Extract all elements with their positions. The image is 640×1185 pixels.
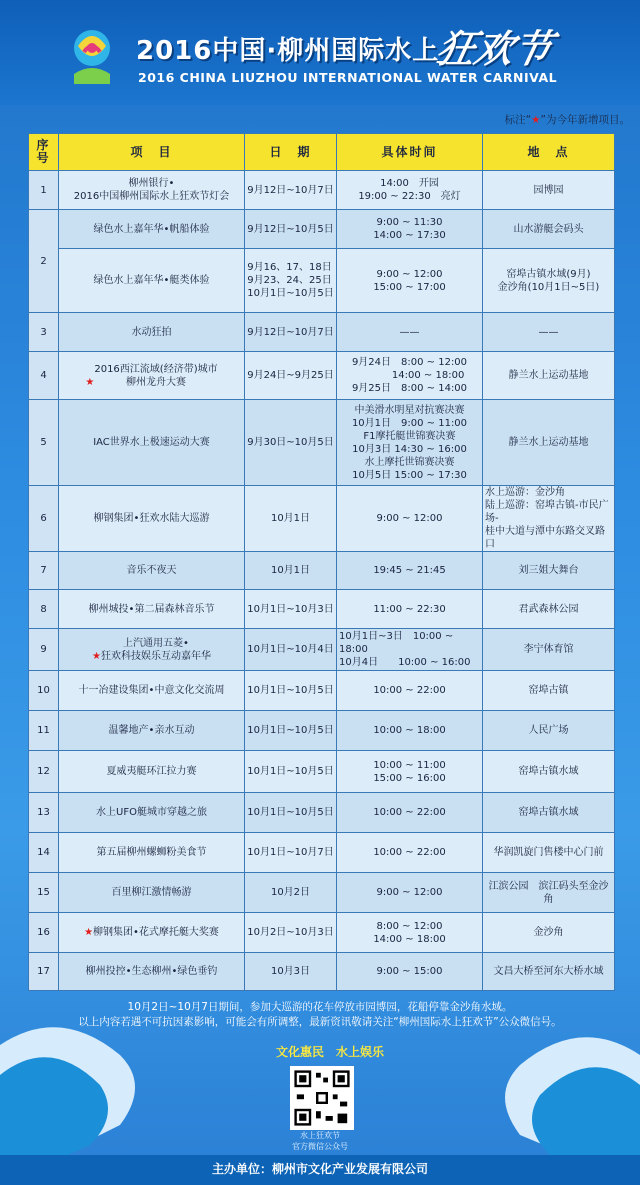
row-number: 5 [29, 400, 59, 486]
time-cell: 14:00 开园 19:00 ~ 22:30 亮灯 [337, 171, 483, 210]
project-cell: 绿色水上嘉年华•艇类体验 [59, 249, 245, 313]
project-cell: 百里柳江激情畅游 [59, 873, 245, 913]
star-icon: ★ [85, 376, 95, 388]
date-cell: 9月16、17、18日 9月23、24、25日 10月1日~10月5日 [245, 249, 337, 313]
project-cell: 绿色水上嘉年华•帆船体验 [59, 210, 245, 249]
time-cell: —— [337, 313, 483, 352]
time-cell: 9:00 ~ 12:00 [337, 486, 483, 552]
time-cell: 9:00 ~ 11:30 14:00 ~ 17:30 [337, 210, 483, 249]
row-number: 14 [29, 833, 59, 873]
project-cell: 水动狂拍 [59, 313, 245, 352]
legend-note: 标注“★”为今年新增项目。 [504, 114, 630, 126]
place-cell: 江滨公园 滨江码头至金沙角 [483, 873, 615, 913]
table-row [29, 751, 615, 793]
table-row [29, 352, 615, 400]
col-header-project: 项 目 [59, 134, 245, 171]
time-cell: 10:00 ~ 18:00 [337, 711, 483, 751]
time-cell: 10月1日~3日 10:00 ~ 18:00 10月4日 10:00 ~ 16:00 [337, 629, 483, 671]
table-row [29, 400, 615, 486]
time-cell: 9:00 ~ 15:00 [337, 953, 483, 991]
table-row [29, 833, 615, 873]
date-cell: 10月1日~10月5日 [245, 711, 337, 751]
organizer: 主办单位：柳州市文化产业发展有限公司 [211, 1162, 428, 1176]
row-number: 8 [29, 590, 59, 629]
date-cell: 10月1日~10月5日 [245, 751, 337, 793]
time-cell: 19:45 ~ 21:45 [337, 552, 483, 590]
star-icon: ★ [92, 650, 101, 662]
col-header-num: 序号 [29, 134, 59, 171]
project-cell: ★柳钢集团•花式摩托艇大奖赛 [59, 913, 245, 953]
place-cell: 静兰水上运动基地 [483, 352, 615, 400]
table-row [29, 873, 615, 913]
carnival-logo [64, 22, 120, 90]
time-cell: 10:00 ~ 22:00 [337, 793, 483, 833]
date-cell: 10月2日~10月3日 [245, 913, 337, 953]
table-row [29, 913, 615, 953]
date-cell: 9月12日~10月5日 [245, 210, 337, 249]
project-cell: ★上汽通用五菱• 狂欢科技娱乐互动嘉年华 [59, 629, 245, 671]
place-cell: 窑埠古镇 [483, 671, 615, 711]
place-cell: 人民广场 [483, 711, 615, 751]
row-number: 15 [29, 873, 59, 913]
row-number: 6 [29, 486, 59, 552]
project-cell: 柳州银行• 2016中国柳州国际水上狂欢节灯会 [59, 171, 245, 210]
place-cell: 文昌大桥至河东大桥水域 [483, 953, 615, 991]
schedule-table [28, 133, 615, 991]
date-cell: 10月1日~10月3日 [245, 590, 337, 629]
star-icon: ★ [531, 114, 541, 126]
time-cell: 10:00 ~ 11:00 15:00 ~ 16:00 [337, 751, 483, 793]
date-cell: 9月24日~9月25日 [245, 352, 337, 400]
row-number: 7 [29, 552, 59, 590]
time-cell: 11:00 ~ 22:30 [337, 590, 483, 629]
col-header-date: 日 期 [245, 134, 337, 171]
row-number: 13 [29, 793, 59, 833]
row-number: 10 [29, 671, 59, 711]
table-row [29, 552, 615, 590]
header [0, 0, 640, 105]
date-cell: 10月1日 [245, 552, 337, 590]
date-cell: 10月2日 [245, 873, 337, 913]
row-number: 3 [29, 313, 59, 352]
table-row [29, 590, 615, 629]
star-icon: ★ [84, 927, 94, 938]
title-script: 狂欢节 [432, 27, 556, 71]
col-header-time: 具体时间 [337, 134, 483, 171]
place-cell: 李宁体育馆 [483, 629, 615, 671]
table-row [29, 249, 615, 313]
place-cell: 静兰水上运动基地 [483, 400, 615, 486]
row-number: 1 [29, 171, 59, 210]
place-cell: 刘三姐大舞台 [483, 552, 615, 590]
date-cell: 10月1日~10月5日 [245, 793, 337, 833]
row-number: 2 [29, 210, 59, 313]
date-cell: 10月1日~10月5日 [245, 671, 337, 711]
project-cell: 第五届柳州螺蛳粉美食节 [59, 833, 245, 873]
qr-caption: 水上狂欢节 官方微信公众号 [292, 1131, 348, 1151]
date-cell: 10月1日 [245, 486, 337, 552]
time-cell: 9:00 ~ 12:00 [337, 873, 483, 913]
project-cell: ★2016西江流域(经济带)城市 柳州龙舟大赛 [59, 352, 245, 400]
table-row [29, 671, 615, 711]
time-cell: 9月24日 8:00 ~ 12:00 14:00 ~ 18:00 9月25日 8:00 ~ 14:00 [337, 352, 483, 400]
place-cell: 华润凯旋门售楼中心门前 [483, 833, 615, 873]
table-row [29, 486, 615, 552]
project-cell: 柳钢集团•狂欢水陆大巡游 [59, 486, 245, 552]
place-cell: 园博园 [483, 171, 615, 210]
date-cell: 10月1日~10月7日 [245, 833, 337, 873]
col-header-place: 地 点 [483, 134, 615, 171]
date-cell: 9月12日~10月7日 [245, 171, 337, 210]
table-row [29, 793, 615, 833]
footer-note: 10月2日~10月7日期间，参加大巡游的花车停放市园博园，花船停靠金沙角水域。 以上内容若遇不可抗因素影响，可能会有所调整，最新资讯敬请关注“柳州国际水上狂欢节”公众微信号。 [78, 1001, 562, 1028]
table-header [29, 134, 615, 171]
table-row [29, 210, 615, 249]
project-cell: 音乐不夜天 [59, 552, 245, 590]
project-cell: 柳州投控•生态柳州•绿色垂钓 [59, 953, 245, 991]
table-row [29, 711, 615, 751]
table-row [29, 313, 615, 352]
slogan: 文化惠民 水上娱乐 [275, 1045, 384, 1059]
row-number: 11 [29, 711, 59, 751]
time-cell: 8:00 ~ 12:00 14:00 ~ 18:00 [337, 913, 483, 953]
title-en: 2016 CHINA LIUZHOU INTERNATIONAL WATER CARNIVAL [138, 70, 558, 85]
project-cell: 水上UFO艇城市穿越之旅 [59, 793, 245, 833]
project-cell: 十一冶建设集团•中意文化交流周 [59, 671, 245, 711]
date-cell: 9月30日~10月5日 [245, 400, 337, 486]
date-cell: 10月3日 [245, 953, 337, 991]
row-number: 16 [29, 913, 59, 953]
table-row [29, 171, 615, 210]
place-cell: 窑埠古镇水域 [483, 793, 615, 833]
project-cell: 夏威夷艇环江拉力赛 [59, 751, 245, 793]
project-cell: 柳州城投•第二届森林音乐节 [59, 590, 245, 629]
row-number: 12 [29, 751, 59, 793]
place-cell: 山水游艇会码头 [483, 210, 615, 249]
project-cell: 温馨地产•亲水互动 [59, 711, 245, 751]
place-cell: 金沙角 [483, 913, 615, 953]
place-cell: 君武森林公园 [483, 590, 615, 629]
time-cell: 9:00 ~ 12:00 15:00 ~ 17:00 [337, 249, 483, 313]
time-cell: 10:00 ~ 22:00 [337, 671, 483, 711]
table-row [29, 629, 615, 671]
date-cell: 10月1日~10月4日 [245, 629, 337, 671]
title-cn: 2016中国·柳州国际水上 [136, 36, 440, 66]
qr-code-icon[interactable] [290, 1066, 354, 1130]
place-cell: 窑埠古镇水域(9月) 金沙角(10月1日~5日) [483, 249, 615, 313]
date-cell: 9月12日~10月7日 [245, 313, 337, 352]
row-number: 9 [29, 629, 59, 671]
time-cell: 中美滑水明星对抗赛决赛 10月1日 9:00 ~ 11:00 F1摩托艇世锦赛决赛 10月3日 14:30 ~ 16:00 水上摩托世锦赛决赛 10月5日 15:00 ~ 17:30 [337, 400, 483, 486]
place-cell: 窑埠古镇水域 [483, 751, 615, 793]
time-cell: 10:00 ~ 22:00 [337, 833, 483, 873]
place-cell: —— [483, 313, 615, 352]
row-number: 4 [29, 352, 59, 400]
project-cell: IAC世界水上极速运动大赛 [59, 400, 245, 486]
table-row [29, 953, 615, 991]
row-number: 17 [29, 953, 59, 991]
place-cell: 水上巡游：金沙角 陆上巡游：窑埠古镇-市民广场- 桂中大道与潭中东路交叉路口 [483, 486, 615, 552]
note-bar [0, 105, 640, 133]
